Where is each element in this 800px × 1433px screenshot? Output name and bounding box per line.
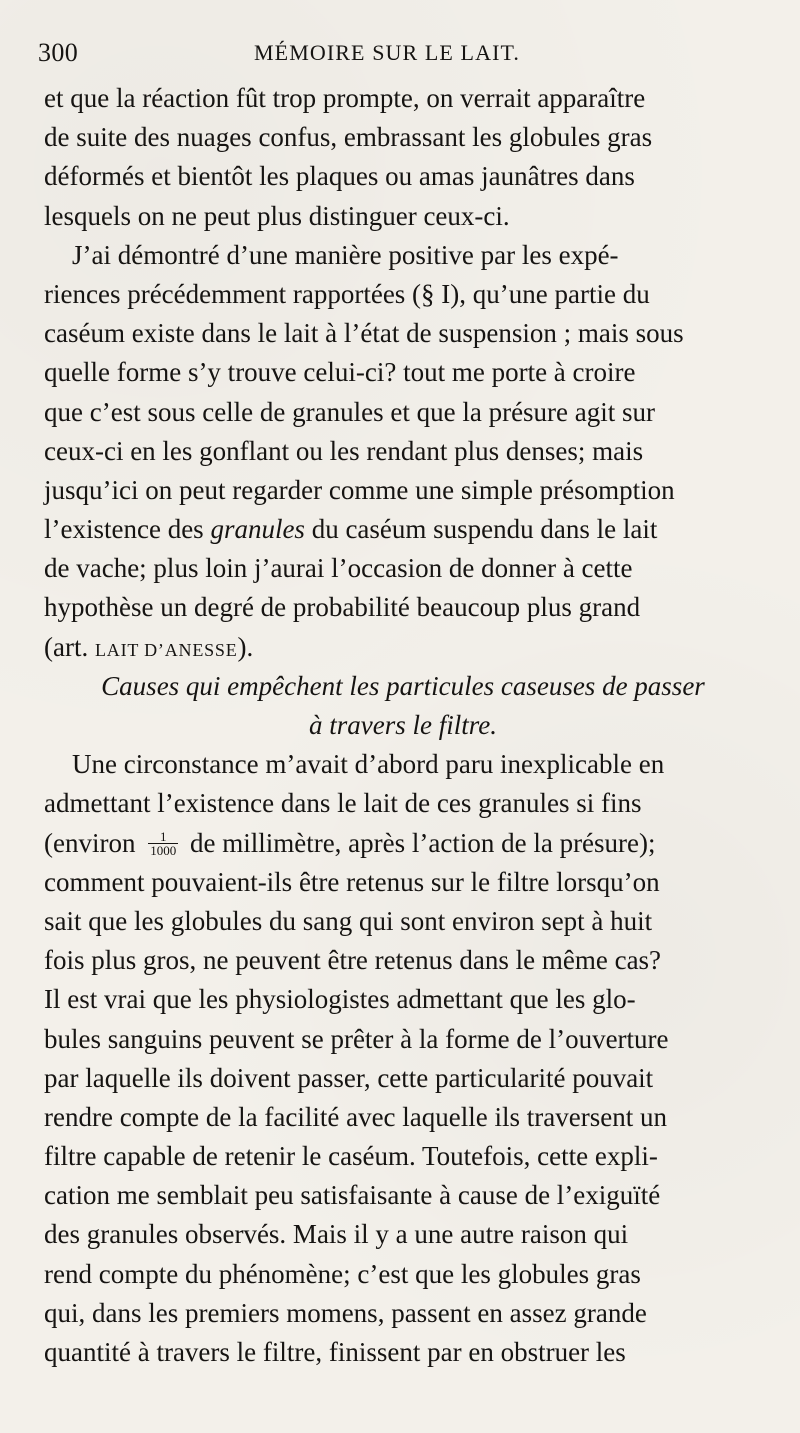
- text-line: riences précédemment rapportées (§ I), qu’une partie du: [44, 278, 650, 309]
- text-segment: l’existence des: [44, 514, 211, 545]
- text-line: hypothèse un degré de probabilité beaucoup plus grand: [44, 592, 641, 623]
- text-line: lesquels on ne peut plus distinguer ceux-ci.: [44, 200, 510, 231]
- text-line: [44, 628, 762, 667]
- text-line: rendre compte de la facilité avec laquelle ils traversent un: [44, 1101, 667, 1132]
- text-segment: (art.: [44, 631, 95, 662]
- text-line: admettant l’existence dans le lait de ces granules si fins: [44, 788, 642, 819]
- text-line: de vache; plus loin j’aurai l’occasion de donner à cette: [44, 553, 633, 584]
- page-text: [44, 79, 762, 1372]
- text-line: ceux-ci en les gonflant ou les rendant plus denses; mais: [44, 435, 644, 466]
- text-line: bules sanguins peuvent se prêter à la forme de l’ouverture: [44, 1023, 669, 1054]
- text-line: Une circonstance m’avait d’abord paru inexplicable en: [72, 749, 665, 780]
- text-line: de suite des nuages confus, embrassant les globules gras: [44, 122, 653, 153]
- text-segment: du caséum suspendu dans le lait: [304, 514, 658, 545]
- running-title: MÉMOIRE SUR LE LAIT.: [254, 40, 521, 65]
- small-caps-reference: LAIT D’ANESSE: [94, 639, 238, 660]
- text-line: sait que les globules du sang qui sont environ sept à huit: [44, 905, 653, 936]
- section-heading-line-2: à travers le filtre.: [309, 710, 497, 740]
- text-segment: de millimètre, après l’action de la présure);: [183, 827, 656, 858]
- text-line: filtre capable de retenir le caséum. Toutefois, cette expli-: [44, 1141, 658, 1172]
- text-line: [44, 510, 762, 549]
- text-line: et que la réaction fût trop prompte, on verrait apparaître: [44, 83, 646, 113]
- fraction-denominator: 1000: [150, 843, 177, 859]
- text-line: déformés et bientôt les plaques ou amas jaunâtres dans: [44, 161, 635, 192]
- text-line: Il est vrai que les physiologistes admettant que les glo-: [44, 984, 636, 1015]
- text-line: caséum existe dans le lait à l’état de suspension ; mais sous: [44, 318, 684, 349]
- text-segment: ).: [237, 631, 254, 662]
- text-line: [44, 824, 762, 863]
- text-line: quelle forme s’y trouve celui-ci? tout me porte à croire: [44, 357, 636, 388]
- text-line: jusqu’ici on peut regarder comme une simple présomption: [44, 474, 675, 505]
- page-header: [38, 31, 762, 75]
- text-line: qui, dans les premiers momens, passent en assez grande: [44, 1297, 647, 1328]
- text-line: rend compte du phénomène; c’est que les globules gras: [44, 1258, 641, 1289]
- text-line: J’ai démontré d’une manière positive par les expé-: [72, 239, 619, 270]
- text-line: par laquelle ils doivent passer, cette particularité pouvait: [44, 1062, 654, 1093]
- text-line: quantité à travers le filtre, finissent par en obstruer les: [44, 1337, 626, 1367]
- text-line: comment pouvaient-ils être retenus sur le filtre lorsqu’on: [44, 866, 660, 897]
- text-segment: (environ: [44, 827, 143, 858]
- section-heading-line-1: Causes qui empêchent les particules caseuses de passer: [101, 670, 705, 701]
- text-line: que c’est sous celle de granules et que la présure agit sur: [44, 396, 656, 427]
- italic-word: granules: [210, 514, 305, 545]
- fraction: [148, 830, 178, 857]
- text-line: des granules observés. Mais il y a une autre raison qui: [44, 1219, 629, 1250]
- page-number: 300: [38, 38, 79, 67]
- text-line: fois plus gros, ne peuvent être retenus dans le même cas?: [44, 945, 662, 976]
- fraction-numerator: 1: [148, 830, 178, 844]
- text-line: cation me semblait peu satisfaisante à cause de l’exiguïté: [44, 1180, 661, 1211]
